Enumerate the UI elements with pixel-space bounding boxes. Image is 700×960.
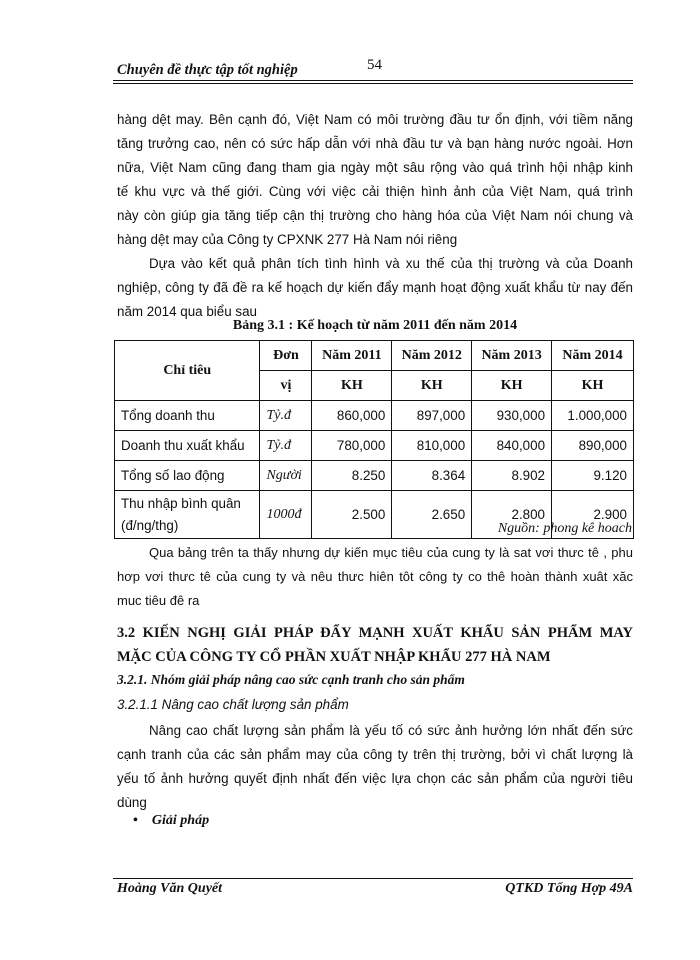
cell-value: 2.900 (552, 491, 634, 539)
cell-value: 8.364 (392, 461, 472, 491)
text-line: nữa, Việt Nam cũng đang tham gia ngày một sâu rộng vào quá trình hội nhập kinh (117, 160, 633, 175)
cell-value: 2.500 (312, 491, 392, 539)
header-year: Năm 2012 (392, 341, 472, 371)
text-line: Nâng cao chất lượng sản phẩm là yếu tố có sức ảnh hưởng lớn nhất đến sức (149, 723, 633, 738)
row-label: Thu nhập bình quân (đ/ng/thg) (115, 491, 260, 539)
text-line: dùng (117, 795, 147, 810)
table-row (115, 401, 634, 431)
paragraph-market (117, 108, 633, 252)
header-title: Chuyên đề thực tập tốt nghiệp (117, 62, 298, 78)
cell-value: 8.902 (472, 461, 552, 491)
header-plan: KH (472, 371, 552, 401)
footer-class: QTKD Tổng Hợp 49A (505, 881, 633, 896)
text-line: hơp vơi thưc tê của cung ty và nêu thưc hiên tôt công ty co thê hoàn thành xuât xăc (117, 569, 633, 584)
row-unit: Người (260, 461, 312, 491)
paragraph-table-comment (117, 541, 633, 613)
paragraph-quality (117, 719, 633, 815)
row-unit: Tỷ.đ (260, 431, 312, 461)
bullet-item (133, 813, 209, 829)
table-header-row (115, 341, 634, 371)
text-line: tăng trưởng cao, nên có sức hấp dẫn với nhà đầu tư và bạn hàng nước ngoài. Hơn (117, 136, 633, 151)
header-unit: Đơn (260, 341, 312, 371)
table-source: Nguồn: phong kê hoach (497, 521, 632, 536)
cell-value: 860,000 (312, 401, 392, 431)
bullet-dot-icon: • (133, 813, 138, 828)
cell-value: 780,000 (312, 431, 392, 461)
text-line: tế khu vực và thế giới. Cùng với việc cải thiện hình ảnh của Việt Nam, quá trình (117, 184, 633, 199)
footer-rule (113, 878, 633, 879)
text-line: này còn giúp gia tăng tiếp cận thị trường cho hàng hóa của Việt Nam nói chung và (117, 208, 633, 223)
text-line: Qua bảng trên ta thấy nhưng dự kiến mục tiêu của cung ty là sat vơi thưc tê , phu (149, 545, 633, 560)
cell-value: 8.250 (312, 461, 392, 491)
table-row (115, 461, 634, 491)
text-line: nghiệp, công ty đã đề ra kế hoạch dự kiến đẩy mạnh hoạt động xuất khẩu từ nay đến (117, 280, 633, 295)
header-plan: KH (552, 371, 634, 401)
subsection-title: 3.2.1. Nhóm giải pháp nâng cao sức cạnh tranh cho sản phẩm (117, 672, 465, 687)
header-unit-cont: vị (260, 371, 312, 401)
text-line: hàng dệt may. Bên cạnh đó, Việt Nam có môi trường đầu tư ổn định, với tiềm năng (117, 112, 633, 127)
row-unit: 1000đ (260, 491, 312, 539)
cell-value: 1.000,000 (552, 401, 634, 431)
cell-value: 2.650 (392, 491, 472, 539)
text-line: muc tiêu đê ra (117, 593, 200, 608)
subsubsection-title: 3.2.1.1 Nâng cao chất lượng sản phẩm (117, 697, 349, 712)
row-label: Tổng số lao động (115, 461, 260, 491)
header-year: Năm 2011 (312, 341, 392, 371)
cell-value: 930,000 (472, 401, 552, 431)
header-rule-thin (113, 83, 633, 84)
table-row (115, 431, 634, 461)
text-line: yếu tố ảnh hưởng quyết định nhất đến việc lựa chọn các sản phẩm của người tiêu (117, 771, 633, 786)
cell-value: 2.800 (472, 491, 552, 539)
row-label: Doanh thu xuất khẩu (115, 431, 260, 461)
section-title: 3.2 KIẾN NGHỊ GIẢI PHÁP ĐẨY MẠNH XUẤT KHẨU SẢN PHẨM MAY MẶC CỦA CÔNG TY CỔ PHẦN XUẤT NHẬP KHẨU 277 HÀ NAM (117, 625, 633, 665)
footer-author: Hoàng Văn Quyết (117, 881, 223, 896)
page-number: 54 (367, 57, 382, 73)
header-rule (113, 80, 633, 81)
cell-value: 9.120 (552, 461, 634, 491)
paragraph-plan-intro (117, 252, 633, 324)
header-plan: KH (312, 371, 392, 401)
text-line: Dựa vào kết quả phân tích tình hình và xu thế của thị trường và của Doanh (149, 256, 633, 271)
text-line: cạnh tranh của các sản phẩm may của công ty trên thị trường, bởi vì chất lượng là (117, 747, 633, 762)
cell-value: 890,000 (552, 431, 634, 461)
header-indicator: Chỉ tiêu (115, 341, 260, 401)
text-line: hàng dệt may của Công ty CPXNK 277 Hà Nam nói riêng (117, 232, 458, 247)
cell-value: 897,000 (392, 401, 472, 431)
plan-table (114, 340, 634, 539)
cell-value: 810,000 (392, 431, 472, 461)
header-plan: KH (392, 371, 472, 401)
row-label: Tổng doanh thu (115, 401, 260, 431)
table-caption: Bảng 3.1 : Kế hoạch từ năm 2011 đến năm 2014 (232, 318, 518, 333)
cell-value: 840,000 (472, 431, 552, 461)
text-line: năm 2014 qua biểu sau (117, 304, 257, 319)
header-year: Năm 2013 (472, 341, 552, 371)
row-unit: Tỷ.đ (260, 401, 312, 431)
header-year: Năm 2014 (552, 341, 634, 371)
bullet-text: Giải pháp (151, 813, 210, 828)
